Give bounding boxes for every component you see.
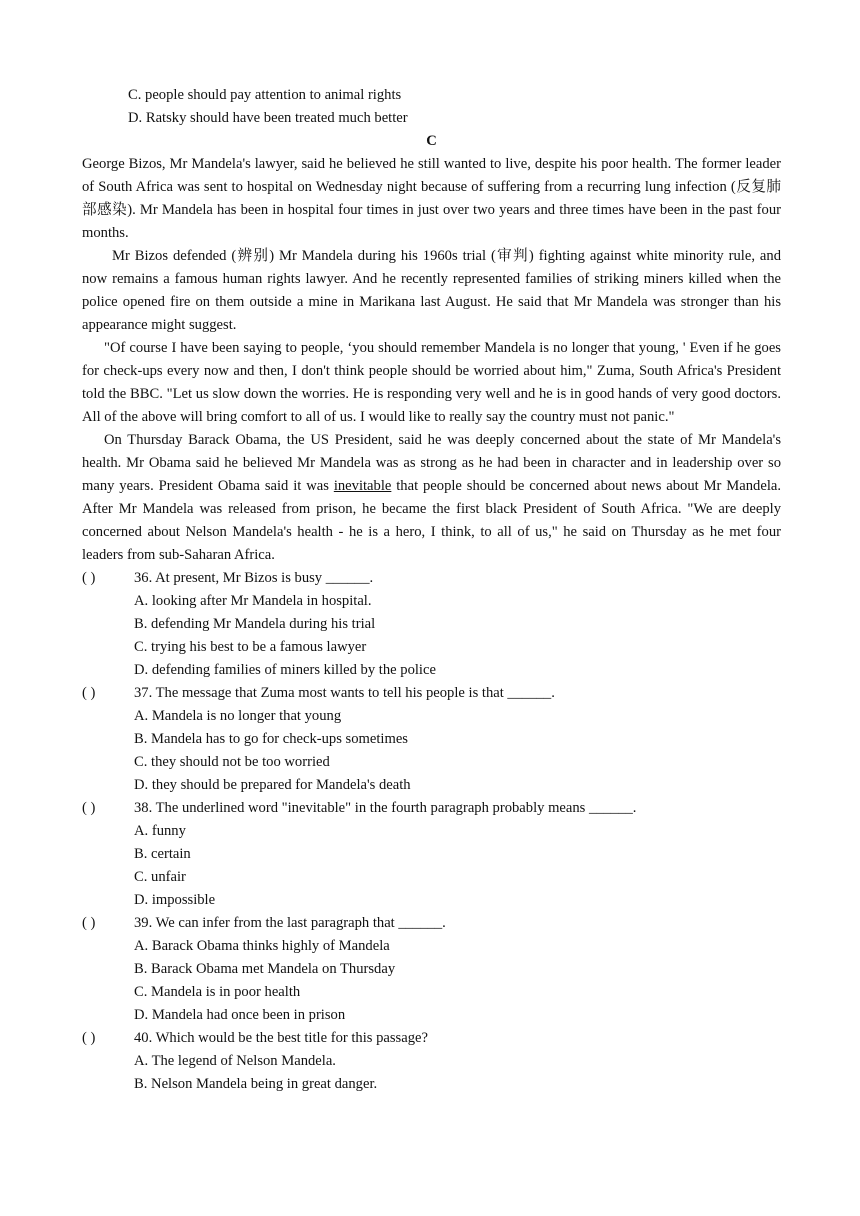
option-c: C. unfair [134, 869, 186, 885]
passage-paragraph-2: Mr Bizos defended (辨别) Mr Mandela during his 1960s trial (审判) fighting against white minority rule, and now remains a famous human rights lawyer. And he recently represented families of striking miners killed when the police opened fire on them outside a mine in Marikana last August. He said that Mr Mandela was stronger than his appearance might suggest. [82, 248, 781, 333]
passage-paragraph-1: George Bizos, Mr Mandela's lawyer, said he believed he still wanted to live, despite his poor health. The former leader of South Africa was sent to hospital on Wednesday night because of suffering from a recurring lung infection (反复肺部感染). Mr Mandela has been in hospital four times in just over two years and three times have been in the past four months. [82, 156, 781, 241]
option-a: A. Barack Obama thinks highly of Mandela [134, 938, 390, 954]
option-b: B. certain [134, 846, 191, 862]
paragraph-4-text-after: that people should be concerned about news about Mr Mandela. After Mr Mandela was released from prison, he became the first black President of South Africa. "We are deeply concerned about Nelson Mandela's health - he is a hero, I think, to all of us," he said on Thursday as he met four leaders from sub-Saharan Africa. [82, 478, 781, 563]
option-a: A. funny [134, 823, 186, 839]
passage-paragraph-3: "Of course I have been saying to people, ‘you should remember Mandela is no longer that young, ' Even if he goes for check-ups every now and then, I don't think people should be worried about him," Zuma, South Africa's President told the BBC. "Let us slow down the worries. He is responding very well and he is in good hands of very good doctors. All of the above will bring comfort to all of us. I would like to really say the country must not panic." [82, 340, 781, 425]
question-stem: 40. Which would be the best title for this passage? [134, 1030, 428, 1046]
option-b: B. Mandela has to go for check-ups sometimes [134, 731, 408, 747]
answer-blank[interactable]: ( ) [82, 570, 96, 586]
option-c: C. Mandela is in poor health [134, 984, 301, 1000]
question-stem: 39. We can infer from the last paragraph that ______. [134, 915, 446, 931]
option-b: B. Nelson Mandela being in great danger. [134, 1076, 378, 1092]
document-page [82, 84, 781, 1096]
option-c: C. trying his best to be a famous lawyer [134, 639, 367, 655]
question-40 [82, 1027, 781, 1050]
answer-blank[interactable]: ( ) [82, 915, 96, 931]
question-stem: 37. The message that Zuma most wants to tell his people is that ______. [134, 685, 555, 701]
prev-option-c: C. people should pay attention to animal rights [128, 87, 402, 103]
passage-paragraph-4 [82, 429, 781, 567]
option-a: A. looking after Mr Mandela in hospital. [134, 593, 372, 609]
question-39 [82, 912, 781, 935]
option-d: D. they should be prepared for Mandela's death [134, 777, 411, 793]
question-stem: 38. The underlined word "inevitable" in the fourth paragraph probably means ______. [134, 800, 637, 816]
option-d: D. Mandela had once been in prison [134, 1007, 346, 1023]
answer-blank[interactable]: ( ) [82, 800, 96, 816]
option-b: B. defending Mr Mandela during his trial [134, 616, 376, 632]
question-stem: 36. At present, Mr Bizos is busy ______. [134, 570, 374, 586]
option-a: A. The legend of Nelson Mandela. [134, 1053, 336, 1069]
question-36 [82, 567, 781, 590]
option-b: B. Barack Obama met Mandela on Thursday [134, 961, 396, 977]
paragraph-4-text-before: On Thursday Barack Obama, the US President, said he was deeply concerned about the state of Mr Mandela's health. Mr Obama said he believed Mr Mandela was as strong as he had been in character and in leadership over so many years. President Obama said it was [82, 432, 781, 494]
section-label: C [426, 133, 437, 149]
underlined-word: inevitable [333, 478, 392, 494]
question-38 [82, 797, 781, 820]
option-d: D. impossible [134, 892, 216, 908]
option-d: D. defending families of miners killed by the police [134, 662, 436, 678]
option-a: A. Mandela is no longer that young [134, 708, 342, 724]
option-c: C. they should not be too worried [134, 754, 330, 770]
prev-option-d: D. Ratsky should have been treated much better [128, 110, 408, 126]
answer-blank[interactable]: ( ) [82, 1030, 96, 1046]
question-37 [82, 682, 781, 705]
answer-blank[interactable]: ( ) [82, 685, 96, 701]
